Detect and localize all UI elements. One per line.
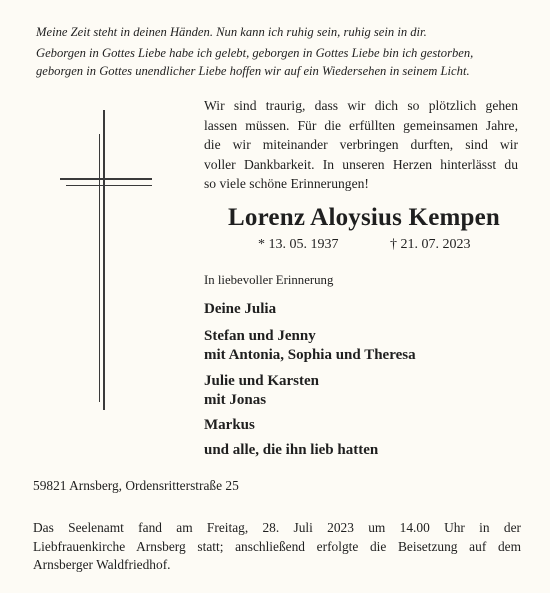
mourner-line: mit Antonia, Sophia und Theresa — [204, 347, 416, 363]
mourner-line: mit Jonas — [204, 392, 267, 408]
notice-line: Das Seelenamt fand am Freitag, 28. Juli 2023 um 14.00 Uhr in der — [33, 520, 521, 535]
mourner-line: Julie und Karsten — [204, 373, 320, 389]
intro-line: die wir miteinander verbringen durften, sind wir — [204, 137, 518, 153]
birth-date: * 13. 05. 1937 — [258, 237, 339, 252]
intro-line: so viele schöne Erinnerungen! — [204, 176, 369, 192]
intro-line: lassen müssen. Für die erfüllten gemeinsamen Jahre, — [204, 117, 518, 133]
death-date: † 21. 07. 2023 — [390, 237, 471, 252]
mourner-line: Deine Julia — [204, 301, 277, 317]
funeral-notice — [33, 519, 521, 575]
notice-line: Arnsberger Waldfriedhof. — [33, 557, 171, 572]
verse-line-2: Geborgen in Gottes Liebe habe ich gelebt, geborgen in Gottes Liebe bin ich gestorben, — [36, 46, 474, 60]
verse-line-1: Meine Zeit steht in deinen Händen. Nun kann ich ruhig sein, ruhig sein in dir. — [36, 25, 427, 39]
deceased-name: Lorenz Aloysius Kempen — [228, 204, 501, 231]
intro-line: Wir sind traurig, dass wir dich so plötzlich gehen — [204, 98, 518, 113]
cross-vertical-beam-inner — [99, 134, 100, 402]
notice-line: Liebfrauenkirche Arnsberg statt; anschließend erfolgte die Beisetzung auf dem — [33, 538, 521, 554]
cross-horizontal-beam — [60, 178, 152, 180]
intro-text — [204, 96, 518, 194]
verse-line-3: geborgen in Gottes unendlicher Liebe hoffen wir auf ein Wiedersehen in seinem Licht. — [36, 64, 470, 78]
cross-vertical-beam — [103, 110, 105, 410]
mourner-line: Markus — [204, 417, 255, 433]
memory-caption: In liebevoller Erinnerung — [204, 273, 334, 287]
family-address: 59821 Arnsberg, Ordensritterstraße 25 — [33, 478, 239, 493]
cross-horizontal-beam-inner — [66, 185, 152, 186]
mourner-line: und alle, die ihn lieb hatten — [204, 442, 379, 458]
intro-line: voller Dankbarkeit. In unseren Herzen hinterlässt du — [204, 156, 518, 172]
mourner-line: Stefan und Jenny — [204, 328, 316, 344]
